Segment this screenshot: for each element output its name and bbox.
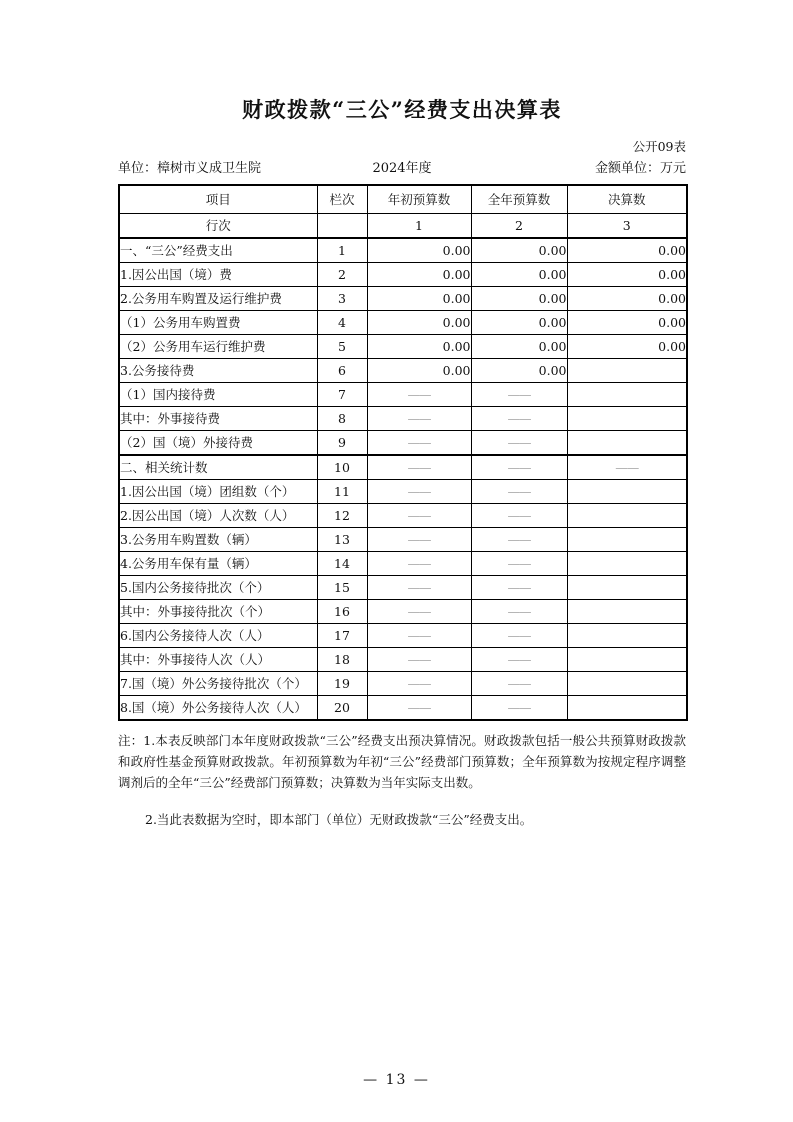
line-number-cell: 9: [317, 430, 367, 455]
initial-budget-cell: ——: [367, 575, 471, 599]
item-cell: 6.国内公务接待人次（人）: [119, 623, 317, 647]
final-accounts-cell: [567, 382, 687, 406]
final-accounts-cell: [567, 503, 687, 527]
table-code: 公开09表: [632, 139, 686, 154]
final-accounts-cell: [567, 430, 687, 455]
line-number-cell: 8: [317, 406, 367, 430]
three-public-expense-table: [118, 184, 688, 721]
item-cell: 5.国内公务接待批次（个）: [119, 575, 317, 599]
item-cell: （1）国内接待费: [119, 382, 317, 406]
table-meta-row: [118, 159, 686, 179]
table-row: [119, 430, 687, 455]
initial-budget-cell: ——: [367, 479, 471, 503]
final-accounts-cell: [567, 527, 687, 551]
item-cell: 其中：外事接待批次（个）: [119, 599, 317, 623]
initial-budget-cell: ——: [367, 406, 471, 430]
initial-budget-cell: ——: [367, 599, 471, 623]
final-accounts-cell: [567, 479, 687, 503]
item-cell: 7.国（境）外公务接待批次（个）: [119, 671, 317, 695]
line-number-cell: 4: [317, 310, 367, 334]
final-accounts-cell: [567, 647, 687, 671]
line-number-cell: 12: [317, 503, 367, 527]
initial-budget-cell: 0.00: [367, 286, 471, 310]
line-number-cell: 17: [317, 623, 367, 647]
item-cell: 8.国（境）外公务接待人次（人）: [119, 695, 317, 720]
annual-budget-cell: ——: [471, 599, 567, 623]
initial-budget-cell: ——: [367, 551, 471, 575]
annual-budget-cell: ——: [471, 503, 567, 527]
table-row: [119, 503, 687, 527]
item-cell: 3.公务接待费: [119, 358, 317, 382]
item-cell: 4.公务用车保有量（辆）: [119, 551, 317, 575]
annual-budget-cell: ——: [471, 647, 567, 671]
item-cell: 1.因公出国（境）费: [119, 262, 317, 286]
final-accounts-cell: 0.00: [567, 334, 687, 358]
initial-budget-cell: ——: [367, 623, 471, 647]
header-column-index: 栏次: [317, 185, 367, 213]
final-accounts-cell: [567, 671, 687, 695]
initial-budget-cell: ——: [367, 527, 471, 551]
table-row: [119, 599, 687, 623]
subheader-col-3: 3: [567, 213, 687, 238]
line-number-cell: 14: [317, 551, 367, 575]
table-row: [119, 382, 687, 406]
initial-budget-cell: ——: [367, 382, 471, 406]
table-row: [119, 358, 687, 382]
table-row: [119, 551, 687, 575]
header-row: [119, 185, 687, 213]
table-row: [119, 406, 687, 430]
final-accounts-cell: [567, 695, 687, 720]
annual-budget-cell: ——: [471, 479, 567, 503]
header-annual-budget: 全年预算数: [471, 185, 567, 213]
initial-budget-cell: ——: [367, 503, 471, 527]
final-accounts-cell: 0.00: [567, 286, 687, 310]
item-cell: 其中：外事接待人次（人）: [119, 647, 317, 671]
initial-budget-cell: ——: [367, 430, 471, 455]
initial-budget-cell: ——: [367, 695, 471, 720]
final-accounts-cell: [567, 406, 687, 430]
subheader-col-2: 2: [471, 213, 567, 238]
page-number: — 13 —: [363, 1072, 430, 1088]
annual-budget-cell: ——: [471, 671, 567, 695]
final-accounts-cell: [567, 358, 687, 382]
item-cell: 其中：外事接待费: [119, 406, 317, 430]
annual-budget-cell: 0.00: [471, 286, 567, 310]
page-content: [118, 0, 686, 830]
table-row: [119, 527, 687, 551]
note-1: 注：1.本表反映部门本年度财政拨款“三公”经费支出预决算情况。财政拨款包括一般公共预算财政拨款和政府性基金预算财政拨款。年初预算数为年初“三公”经费部门预算数；全年预算数为按规定程序调整调剂后的全年“三公”经费部门预算数；决算数为当年实际支出数。: [118, 732, 686, 790]
item-cell: 二、相关统计数: [119, 455, 317, 480]
annual-budget-cell: ——: [471, 455, 567, 480]
final-accounts-cell: 0.00: [567, 310, 687, 334]
initial-budget-cell: ——: [367, 647, 471, 671]
notes-block: [118, 730, 686, 830]
table-row: [119, 695, 687, 720]
header-final-accounts: 决算数: [567, 185, 687, 213]
line-number-cell: 10: [317, 455, 367, 480]
table-row: [119, 286, 687, 310]
item-cell: （1）公务用车购置费: [119, 310, 317, 334]
line-number-cell: 6: [317, 358, 367, 382]
note-2: 2.当此表数据为空时，即本部门（单位）无财政拨款“三公”经费支出。: [145, 811, 533, 827]
annual-budget-cell: 0.00: [471, 358, 567, 382]
final-accounts-cell: 0.00: [567, 262, 687, 286]
item-cell: （2）公务用车运行维护费: [119, 334, 317, 358]
annual-budget-cell: ——: [471, 430, 567, 455]
header-initial-budget: 年初预算数: [367, 185, 471, 213]
table-row: [119, 575, 687, 599]
table-row: [119, 647, 687, 671]
final-accounts-cell: [567, 623, 687, 647]
final-accounts-cell: 0.00: [567, 238, 687, 263]
line-number-cell: 1: [317, 238, 367, 263]
initial-budget-cell: 0.00: [367, 238, 471, 263]
amount-unit: 金额单位：万元: [594, 161, 686, 176]
item-cell: 一、“三公”经费支出: [119, 238, 317, 263]
subheader-col-1: 1: [367, 213, 471, 238]
table-row: [119, 238, 687, 263]
annual-budget-cell: ——: [471, 382, 567, 406]
item-cell: 2.因公出国（境）人次数（人）: [119, 503, 317, 527]
item-cell: （2）国（境）外接待费: [119, 430, 317, 455]
unit-name: 单位：樟树市义成卫生院: [118, 161, 262, 176]
line-number-cell: 7: [317, 382, 367, 406]
final-accounts-cell: ——: [567, 455, 687, 480]
table-row: [119, 262, 687, 286]
annual-budget-cell: 0.00: [471, 310, 567, 334]
line-number-cell: 5: [317, 334, 367, 358]
line-number-cell: 3: [317, 286, 367, 310]
line-number-cell: 18: [317, 647, 367, 671]
final-accounts-cell: [567, 551, 687, 575]
annual-budget-cell: ——: [471, 695, 567, 720]
line-number-cell: 11: [317, 479, 367, 503]
line-number-cell: 20: [317, 695, 367, 720]
line-number-cell: 19: [317, 671, 367, 695]
table-row: [119, 455, 687, 480]
table-row: [119, 671, 687, 695]
subheader-blank-cell: [317, 213, 367, 238]
item-cell: 3.公务用车购置数（辆）: [119, 527, 317, 551]
annual-budget-cell: ——: [471, 406, 567, 430]
annual-budget-cell: 0.00: [471, 334, 567, 358]
line-number-cell: 2: [317, 262, 367, 286]
table-row: [119, 310, 687, 334]
line-number-cell: 13: [317, 527, 367, 551]
annual-budget-cell: ——: [471, 623, 567, 647]
item-cell: 2.公务用车购置及运行维护费: [119, 286, 317, 310]
subheader-row-label: 行次: [119, 213, 317, 238]
initial-budget-cell: 0.00: [367, 358, 471, 382]
initial-budget-cell: ——: [367, 455, 471, 480]
annual-budget-cell: 0.00: [471, 238, 567, 263]
final-accounts-cell: [567, 599, 687, 623]
annual-budget-cell: 0.00: [471, 262, 567, 286]
initial-budget-cell: 0.00: [367, 262, 471, 286]
fiscal-year: 2024年度: [372, 161, 432, 176]
table-row: [119, 479, 687, 503]
table-row: [119, 334, 687, 358]
header-item: 项目: [119, 185, 317, 213]
line-number-cell: 15: [317, 575, 367, 599]
table-row: [119, 623, 687, 647]
initial-budget-cell: 0.00: [367, 334, 471, 358]
annual-budget-cell: ——: [471, 527, 567, 551]
initial-budget-cell: 0.00: [367, 310, 471, 334]
initial-budget-cell: ——: [367, 671, 471, 695]
annual-budget-cell: ——: [471, 575, 567, 599]
subheader-row: [119, 213, 687, 238]
document-title: 财政拨款“三公”经费支出决算表: [242, 97, 562, 122]
line-number-cell: 16: [317, 599, 367, 623]
annual-budget-cell: ——: [471, 551, 567, 575]
item-cell: 1.因公出国（境）团组数（个）: [119, 479, 317, 503]
final-accounts-cell: [567, 575, 687, 599]
